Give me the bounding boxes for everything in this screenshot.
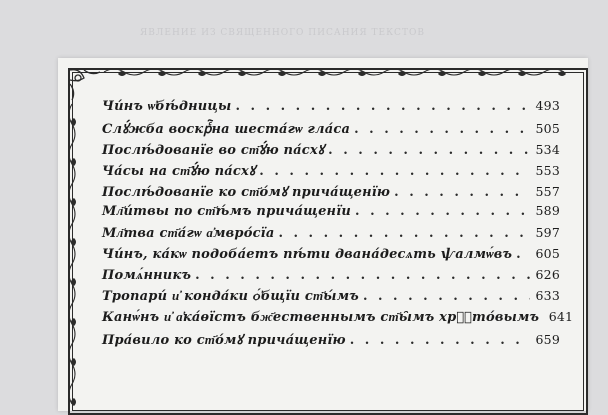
toc-dot-leader xyxy=(354,122,530,137)
toc-page-number: 597 xyxy=(535,224,560,240)
toc-page-number: 553 xyxy=(535,163,560,179)
toc-entry-title: Тропари́ и҆ конда́ки ѻ҆́бщїи ст҃ы́мъ xyxy=(102,288,359,304)
toc-page-number: 534 xyxy=(535,142,560,158)
toc-dot-leader xyxy=(195,268,530,283)
toc-entry-title: Слꙋ́жба воскрⷭ҇нa шеста́гѡ гла́са xyxy=(102,122,351,138)
toc-row xyxy=(102,182,560,203)
toc-entry-title: Послѣ́дованїе во ст҃ꙋ́ю па́схꙋ xyxy=(102,143,325,159)
toc-dot-leader xyxy=(235,99,530,114)
toc-dot-leader xyxy=(516,247,530,262)
toc-row xyxy=(102,203,560,224)
toc-entry-title: Ча́сы на ст҃ꙋ́ю па́схꙋ xyxy=(102,164,256,180)
toc-entry-title: Мл҃и́твы по ст҃ѣ́мъ прича́щенїи xyxy=(102,204,352,220)
bleed-through-header: ЯВЛЕНИЕ ИЗ СВЯЩЕННОГО ПИСАНИЯ ТЕКСТОВ xyxy=(140,28,425,38)
toc-page-number: 493 xyxy=(535,98,560,113)
toc-dot-leader xyxy=(259,164,530,179)
toc-page-number: 557 xyxy=(535,184,560,200)
toc-page-number: 589 xyxy=(535,203,560,219)
toc-dot-leader xyxy=(328,143,530,158)
toc-row xyxy=(102,330,560,351)
book-page xyxy=(58,58,588,411)
toc-entry-title: Чи́нъ, ка́кѡ подоба́етъ пѣ́ти двана́десѧть ѱалмѡ́въ xyxy=(102,246,513,262)
toc-page-number: 626 xyxy=(535,266,560,282)
toc-row xyxy=(102,308,574,330)
toc-dot-leader xyxy=(350,333,530,348)
toc-row xyxy=(102,140,560,161)
table-of-contents xyxy=(102,98,574,351)
toc-page-number: 633 xyxy=(535,287,560,303)
toc-row xyxy=(102,246,560,267)
toc-row xyxy=(102,225,560,246)
toc-entry-title: Чи́нъ ѡ҆бѣ́дницы xyxy=(102,99,232,114)
toc-dot-leader xyxy=(363,289,530,304)
toc-entry-title: Мл҃тва ст҃а́гѡ а҆мвро́сїа xyxy=(102,225,275,241)
toc-page-number: 505 xyxy=(535,121,560,137)
toc-dot-leader xyxy=(394,185,530,200)
toc-row xyxy=(102,119,560,140)
toc-row xyxy=(102,161,560,182)
toc-dot-leader xyxy=(355,204,530,219)
toc-row xyxy=(102,267,560,288)
toc-row xyxy=(102,98,560,119)
toc-entry-title: Канѡ́нъ и҆ а҆ка́ѳїстъ бж҃ественнымъ ст҃ы̑мъ хрⷭ҇то́вымъ xyxy=(102,309,540,325)
toc-page-number: 641 xyxy=(548,308,574,324)
toc-entry-title: Помѧ́нникъ xyxy=(102,267,192,283)
toc-page-number: 659 xyxy=(535,332,560,348)
toc-page-number: 605 xyxy=(535,245,560,261)
toc-dot-leader xyxy=(278,226,530,241)
toc-entry-title: Пра́вило ко ст҃о́мꙋ прича́щенїю xyxy=(102,333,346,349)
toc-entry-title: Послѣ́дованїе ко ст҃о́мꙋ прича́щенїю xyxy=(102,185,391,201)
toc-row xyxy=(102,288,560,309)
